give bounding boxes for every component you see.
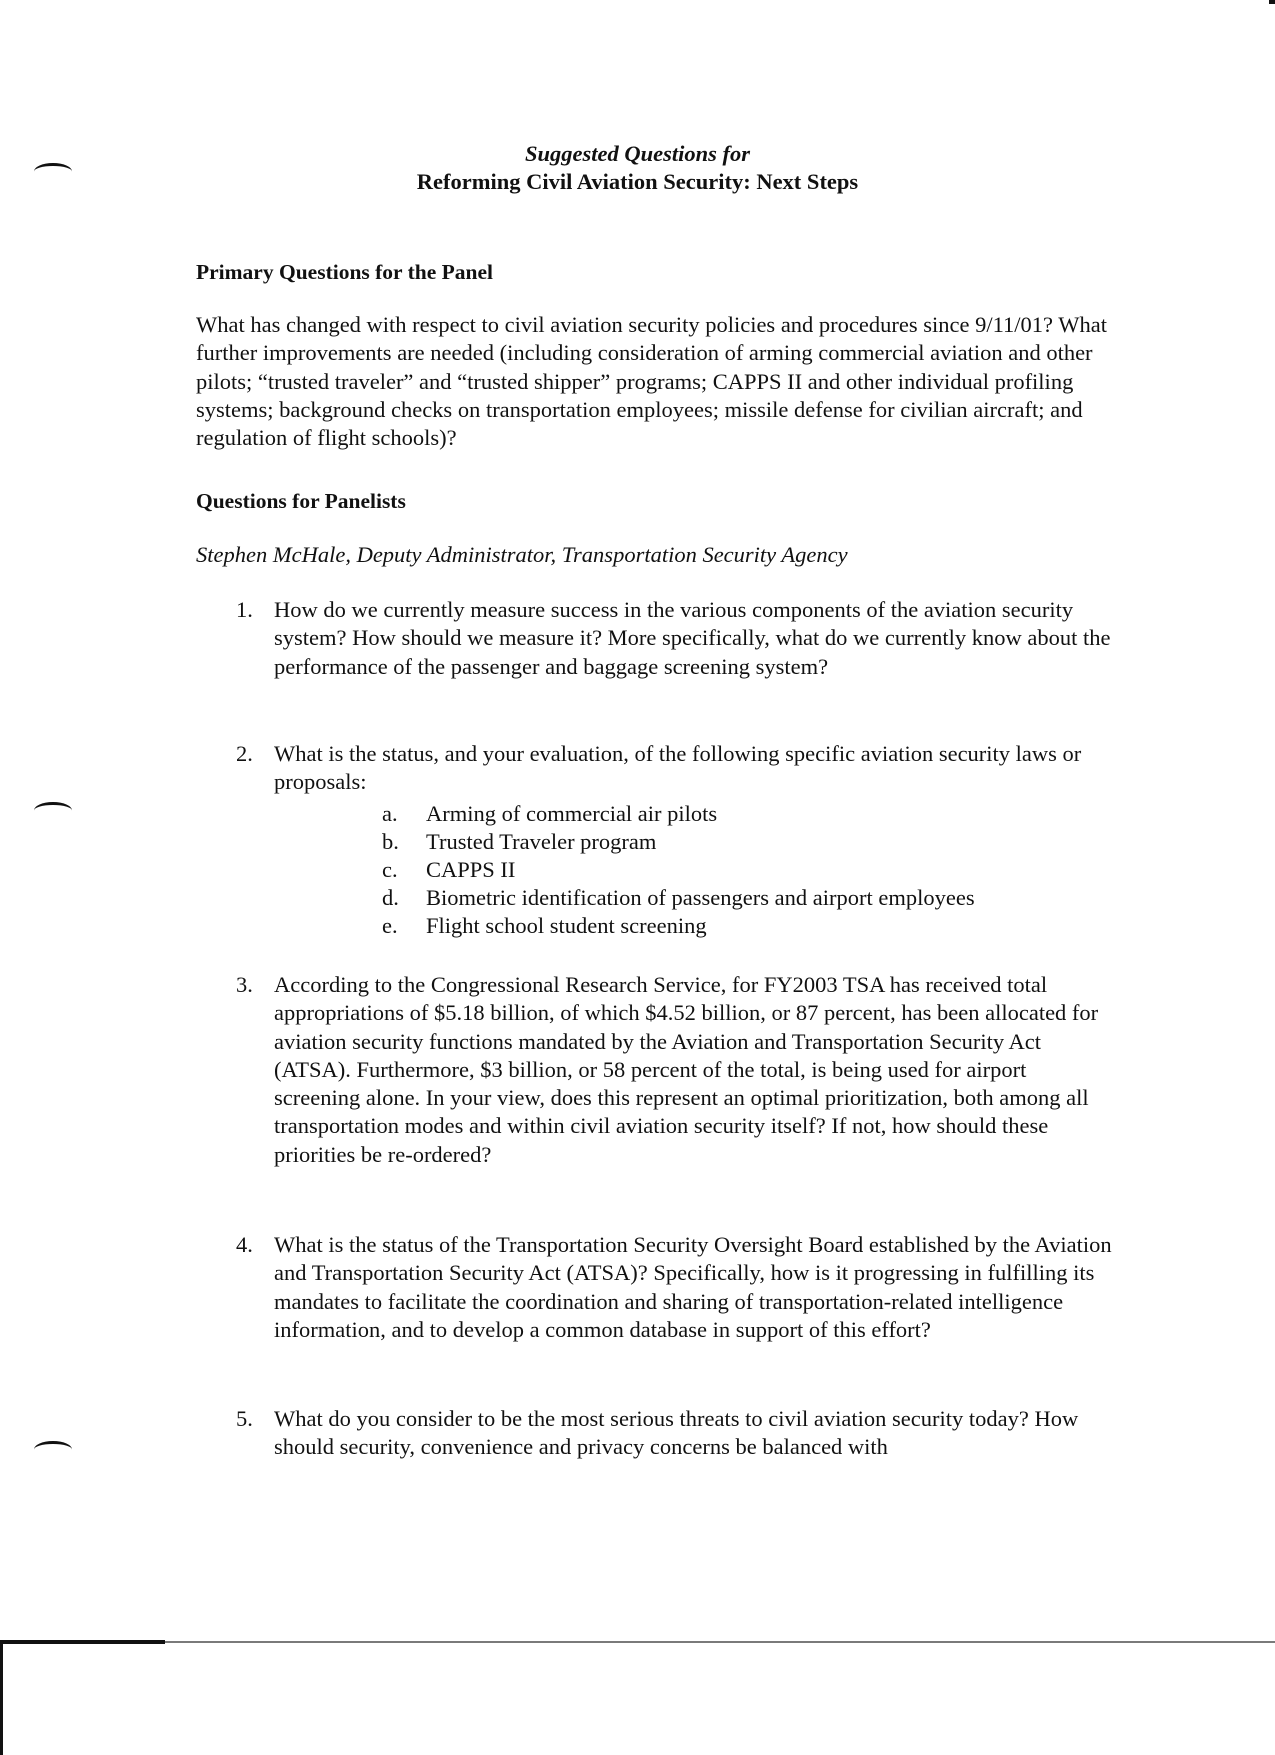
scan-left-edge (0, 1640, 3, 1755)
punch-hole-mark-icon (34, 802, 72, 819)
subitem-text: Arming of commercial air pilots (426, 801, 718, 826)
question-5 (236, 1405, 1116, 1462)
question-3 (236, 971, 1116, 1169)
subitem-letter: b. (382, 829, 399, 854)
subitem-text: Flight school student screening (426, 913, 707, 938)
title-line-1: Suggested Questions for (524, 141, 751, 166)
question-1 (236, 596, 1116, 681)
question-number: 2. (236, 741, 253, 766)
scan-edge-line (0, 1641, 1275, 1643)
question-text: According to the Congressional Research Service, for FY2003 TSA has received total appropriations of $5.18 billion, of which $4.52 billion, or 87 percent, has been allocated for aviation security functions mandated by the Aviation and Transportation Security Act (ATSA). Furthermore, $3 billion, or 58 percent of the total, is being used for airport screening alone. In your view, does this represent an optimal prioritization, both among all transportation modes and within civil aviation security itself? If not, how should these priorities be re-ordered? (274, 972, 1099, 1167)
subitem-letter: c. (382, 857, 398, 882)
question-number: 3. (236, 972, 253, 997)
question-number: 4. (236, 1232, 253, 1257)
question-2 (236, 740, 1116, 797)
subitem-b (382, 828, 1082, 856)
subitem-letter: a. (382, 801, 398, 826)
question-number: 5. (236, 1406, 253, 1431)
title-line-2: Reforming Civil Aviation Security: Next Steps (416, 169, 859, 194)
question-text: What is the status, and your evaluation, of the following specific aviation security laws or proposals: (274, 741, 1082, 795)
subitem-letter: d. (382, 885, 399, 910)
panelists-heading: Questions for Panelists (196, 489, 406, 513)
question-4 (236, 1231, 1116, 1344)
scan-corner-mark (1269, 0, 1275, 4)
punch-hole-mark-icon (34, 1441, 72, 1458)
question-text: How do we currently measure success in the various components of the aviation security system? How should we measure it? More specifically, what do we currently know about the performance of the passenger and baggage screening system? (274, 597, 1111, 679)
question-text: What is the status of the Transportation Security Oversight Board established by the Aviation and Transportation Security Act (ATSA)? Specifically, how is it progressing in fulfilling its mandates to facilitate the coordination and sharing of transportation-related intelligence information, and to develop a common database in support of this effort? (274, 1232, 1112, 1342)
question-number: 1. (236, 597, 253, 622)
subitem-e (382, 912, 1082, 940)
subitem-letter: e. (382, 913, 398, 938)
subitem-text: Trusted Traveler program (426, 829, 657, 854)
primary-questions-heading: Primary Questions for the Panel (196, 260, 493, 284)
subitem-d (382, 884, 1082, 912)
document-title (0, 140, 1275, 196)
subitem-c (382, 856, 1082, 884)
primary-questions-paragraph: What has changed with respect to civil aviation security policies and procedures since 9/11/01? What further improvements are needed (including consideration of arming commercial aviation and other pilots; “trusted traveler” and “trusted shipper” programs; CAPPS II and other individual profiling systems; background checks on transportation employees; missile defense for civilian aircraft; and regulation of flight schools)? (196, 312, 1107, 451)
subitem-a (382, 800, 1082, 828)
scan-edge-line-dark (0, 1640, 165, 1644)
subitem-text: Biometric identification of passengers and airport employees (426, 885, 975, 910)
question-text: What do you consider to be the most serious threats to civil aviation security today? How should security, convenience and privacy concerns be balanced with (274, 1406, 1079, 1460)
speaker-name: Stephen McHale, Deputy Administrator, Transportation Security Agency (196, 542, 848, 567)
subitem-text: CAPPS II (426, 857, 516, 882)
